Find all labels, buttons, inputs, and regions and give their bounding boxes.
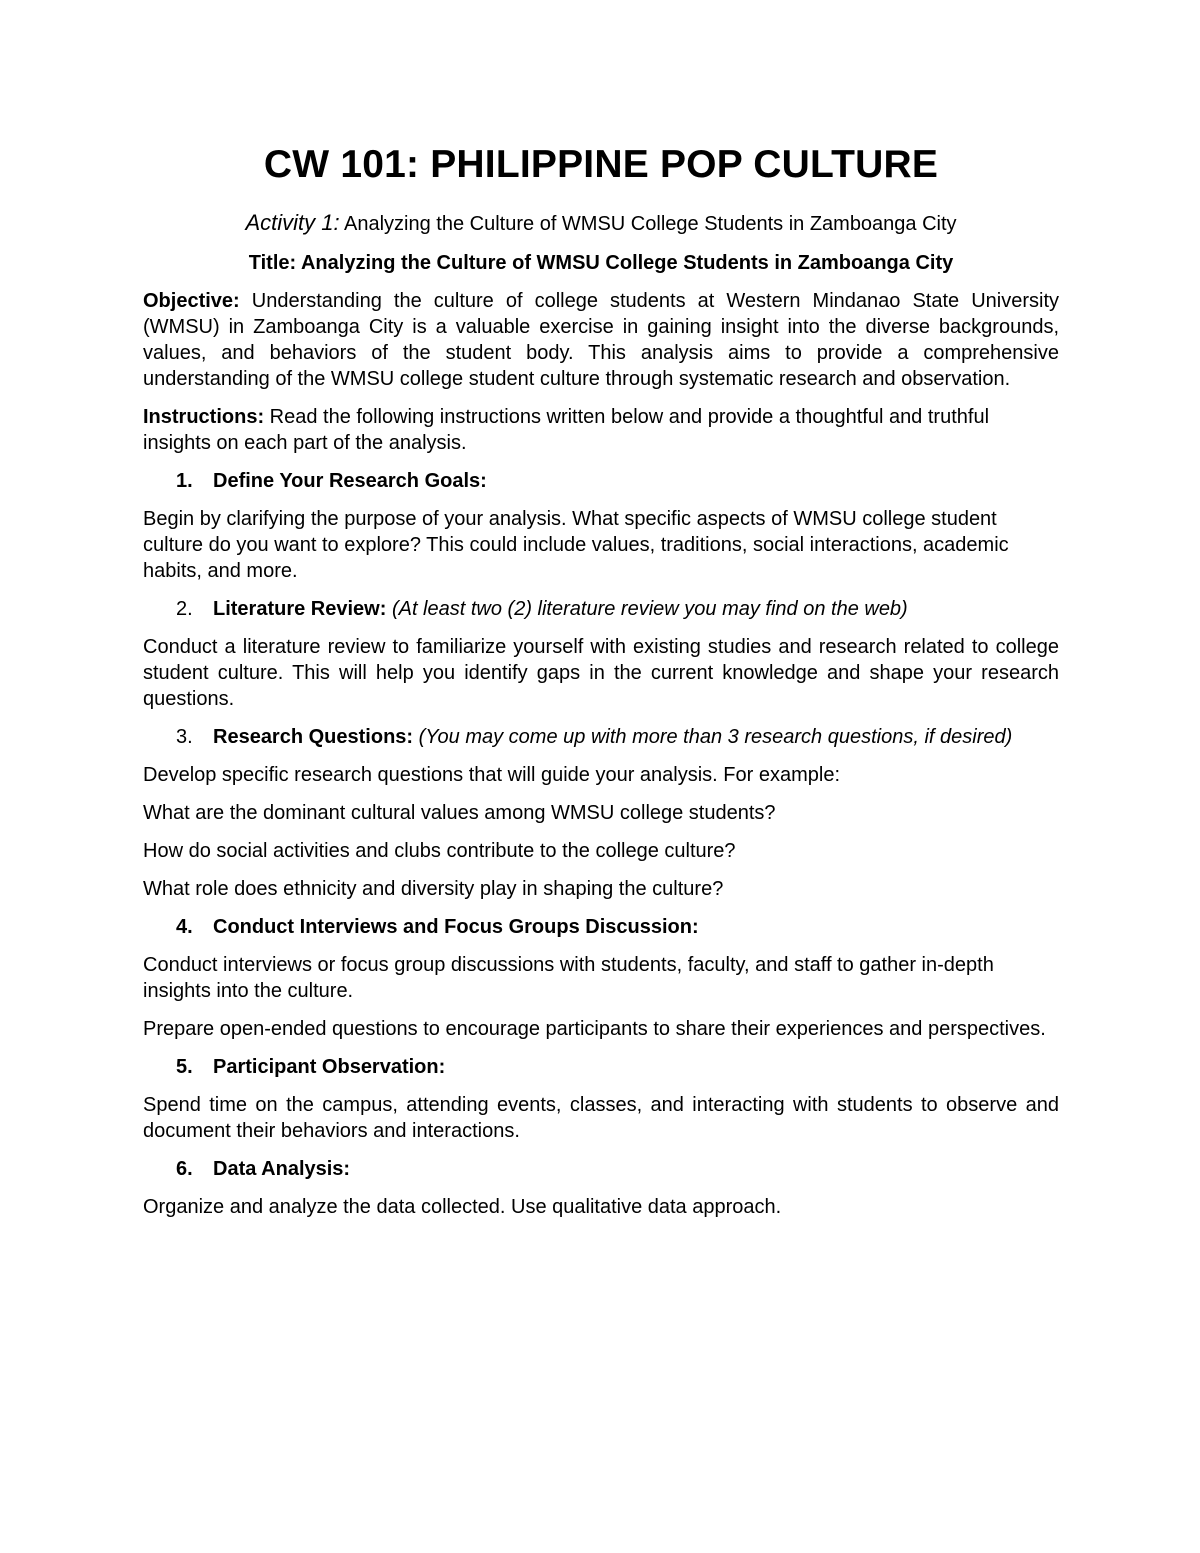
section-4-paragraph-1: Conduct interviews or focus group discussions with students, faculty, and staff to gather in-depth insights into the culture.	[143, 954, 994, 1002]
instructions-label: Instructions:	[143, 406, 265, 428]
section-4-paragraph-2: Prepare open-ended questions to encourage participants to share their experiences and perspectives.	[143, 1018, 1046, 1040]
section-heading-6	[143, 1156, 1059, 1182]
section-heading-5	[143, 1054, 1059, 1080]
section-number-2: 2.	[176, 598, 193, 620]
section-title-1: Define Your Research Goals:	[213, 470, 487, 492]
section-number-5: 5.	[176, 1056, 193, 1078]
section-3-question-3: What role does ethnicity and diversity play in shaping the culture?	[143, 878, 724, 900]
activity-text: Analyzing the Culture of WMSU College Students in Zamboanga City	[339, 213, 957, 235]
section-3-question-1: What are the dominant cultural values among WMSU college students?	[143, 802, 776, 824]
section-title-6: Data Analysis:	[213, 1158, 351, 1180]
section-title-5: Participant Observation:	[213, 1056, 446, 1078]
section-number-6: 6.	[176, 1158, 193, 1180]
objective-paragraph	[143, 288, 1059, 392]
section-title-2: Literature Review:	[213, 598, 387, 620]
assignment-title: Title: Analyzing the Culture of WMSU College Students in Zamboanga City	[248, 252, 954, 274]
section-1-paragraph-1: Begin by clarifying the purpose of your analysis. What specific aspects of WMSU college student culture do you want to explore? This could include values, traditions, social interactions, academic habits, and more.	[143, 508, 1009, 582]
instructions-text: Read the following instructions written below and provide a thoughtful and truthful insights on each part of the analysis.	[143, 406, 990, 454]
section-title-3: Research Questions:	[213, 726, 414, 748]
section-3-paragraph-1: Develop specific research questions that will guide your analysis. For example:	[143, 764, 841, 786]
section-note-2: (At least two (2) literature review you may find on the web)	[386, 598, 908, 620]
section-5-paragraph-1: Spend time on the campus, attending events, classes, and interacting with students to observe and document their behaviors and interactions.	[143, 1094, 1059, 1142]
section-6-paragraph-1: Organize and analyze the data collected. Use qualitative data approach.	[143, 1196, 782, 1218]
section-note-3: (You may come up with more than 3 research questions, if desired)	[413, 726, 1013, 748]
section-number-1: 1.	[176, 470, 193, 492]
section-heading-4	[143, 914, 1059, 940]
section-heading-2	[143, 596, 1059, 622]
section-number-3: 3.	[176, 726, 193, 748]
section-heading-1	[143, 468, 1059, 494]
activity-line	[143, 210, 1059, 237]
document-title: CW 101: PHILIPPINE POP CULTURE	[263, 143, 939, 186]
objective-label: Objective:	[143, 290, 240, 312]
instructions-paragraph	[143, 404, 1059, 456]
objective-text: Understanding the culture of college students at Western Mindanao State University (WMSU) in Zamboanga City is a valuable exercise in gaining insight into the diverse backgrounds, values, and behaviors of the student body. This analysis aims to provide a comprehensive understanding of the WMSU college student culture through systematic research and observation.	[143, 290, 1059, 390]
section-3-question-2: How do social activities and clubs contribute to the college culture?	[143, 840, 736, 862]
section-number-4: 4.	[176, 916, 193, 938]
section-title-4: Conduct Interviews and Focus Groups Discussion:	[213, 916, 699, 938]
section-heading-3	[143, 724, 1059, 750]
activity-label: Activity 1:	[245, 210, 340, 235]
section-2-paragraph-1: Conduct a literature review to familiarize yourself with existing studies and research related to college student culture. This will help you identify gaps in the current knowledge and shape your research questions.	[143, 636, 1059, 710]
